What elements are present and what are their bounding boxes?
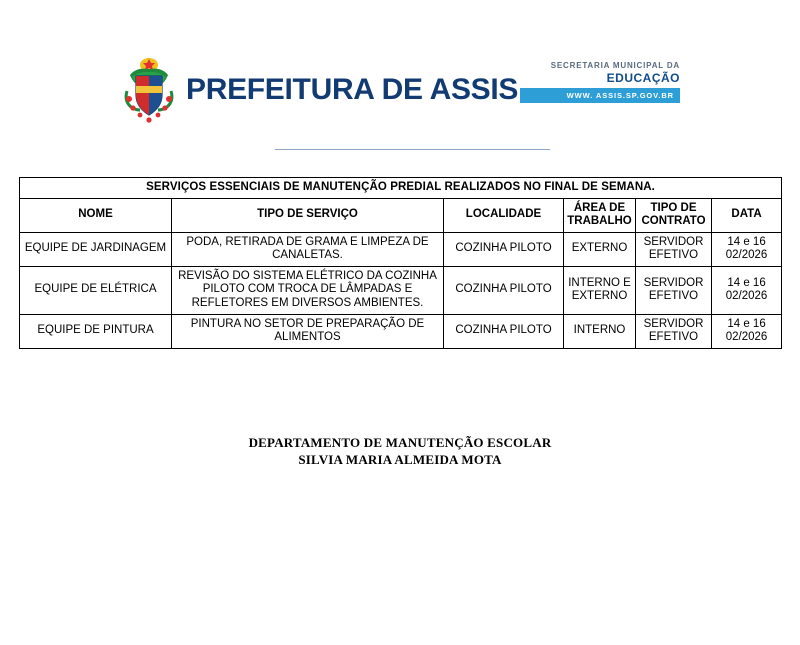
column-header-tipo-de-servico: TIPO DE SERVIÇO bbox=[172, 198, 444, 232]
column-header-area-de-trabalho: ÁREA DE TRABALHO bbox=[564, 198, 636, 232]
document-footer bbox=[0, 435, 800, 469]
services-table-wrapper bbox=[19, 177, 781, 349]
document-header bbox=[0, 45, 800, 165]
cell-servico: PINTURA NO SETOR DE PREPARAÇÃO DE ALIMENTOS bbox=[172, 314, 444, 348]
brand-title: PREFEITURA DE ASSIS bbox=[186, 73, 519, 106]
column-header-localidade: LOCALIDADE bbox=[444, 198, 564, 232]
header-divider bbox=[275, 149, 550, 150]
secretaria-line2: EDUCAÇÃO bbox=[606, 71, 680, 85]
cell-servico: PODA, RETIRADA DE GRAMA E LIMPEZA DE CANALETAS. bbox=[172, 232, 444, 266]
cell-nome: EQUIPE DE ELÉTRICA bbox=[20, 266, 172, 314]
cell-localidade: COZINHA PILOTO bbox=[444, 266, 564, 314]
cell-area: INTERNO bbox=[564, 314, 636, 348]
cell-contrato: SERVIDOR EFETIVO bbox=[636, 232, 712, 266]
table-row bbox=[20, 266, 782, 314]
document-page bbox=[0, 45, 800, 645]
cell-localidade: COZINHA PILOTO bbox=[444, 314, 564, 348]
table-row bbox=[20, 232, 782, 266]
cell-nome: EQUIPE DE JARDINAGEM bbox=[20, 232, 172, 266]
footer-department: DEPARTAMENTO DE MANUTENÇÃO ESCOLAR bbox=[248, 434, 552, 450]
cell-area: INTERNO E EXTERNO bbox=[564, 266, 636, 314]
table-title: SERVIÇOS ESSENCIAIS DE MANUTENÇÃO PREDIAL REALIZADOS NO FINAL DE SEMANA. bbox=[20, 178, 782, 199]
column-header-tipo-de-contrato: TIPO DE CONTRATO bbox=[636, 198, 712, 232]
cell-contrato: SERVIDOR EFETIVO bbox=[636, 314, 712, 348]
cell-data: 14 e 16 02/2026 bbox=[712, 266, 782, 314]
table-row bbox=[20, 314, 782, 348]
footer-signer: SILVIA MARIA ALMEIDA MOTA bbox=[298, 451, 502, 467]
secretaria-line1: SECRETARIA MUNICIPAL DA bbox=[550, 61, 680, 70]
cell-localidade: COZINHA PILOTO bbox=[444, 232, 564, 266]
table-title-row bbox=[20, 178, 782, 199]
website-banner: WWW. ASSIS.SP.GOV.BR bbox=[520, 88, 680, 103]
column-header-data: DATA bbox=[712, 198, 782, 232]
cell-data: 14 e 16 02/2026 bbox=[712, 232, 782, 266]
services-table bbox=[19, 177, 782, 349]
cell-nome: EQUIPE DE PINTURA bbox=[20, 314, 172, 348]
column-header-nome: NOME bbox=[20, 198, 172, 232]
cell-data: 14 e 16 02/2026 bbox=[712, 314, 782, 348]
cell-contrato: SERVIDOR EFETIVO bbox=[636, 266, 712, 314]
cell-area: EXTERNO bbox=[564, 232, 636, 266]
table-header-row bbox=[20, 198, 782, 232]
secretaria-block bbox=[520, 61, 680, 103]
coat-of-arms-icon bbox=[122, 55, 176, 125]
cell-servico: REVISÃO DO SISTEMA ELÉTRICO DA COZINHA PILOTO COM TROCA DE LÂMPADAS E REFLETORES EM DIVERSOS AMBIENTES. bbox=[172, 266, 444, 314]
